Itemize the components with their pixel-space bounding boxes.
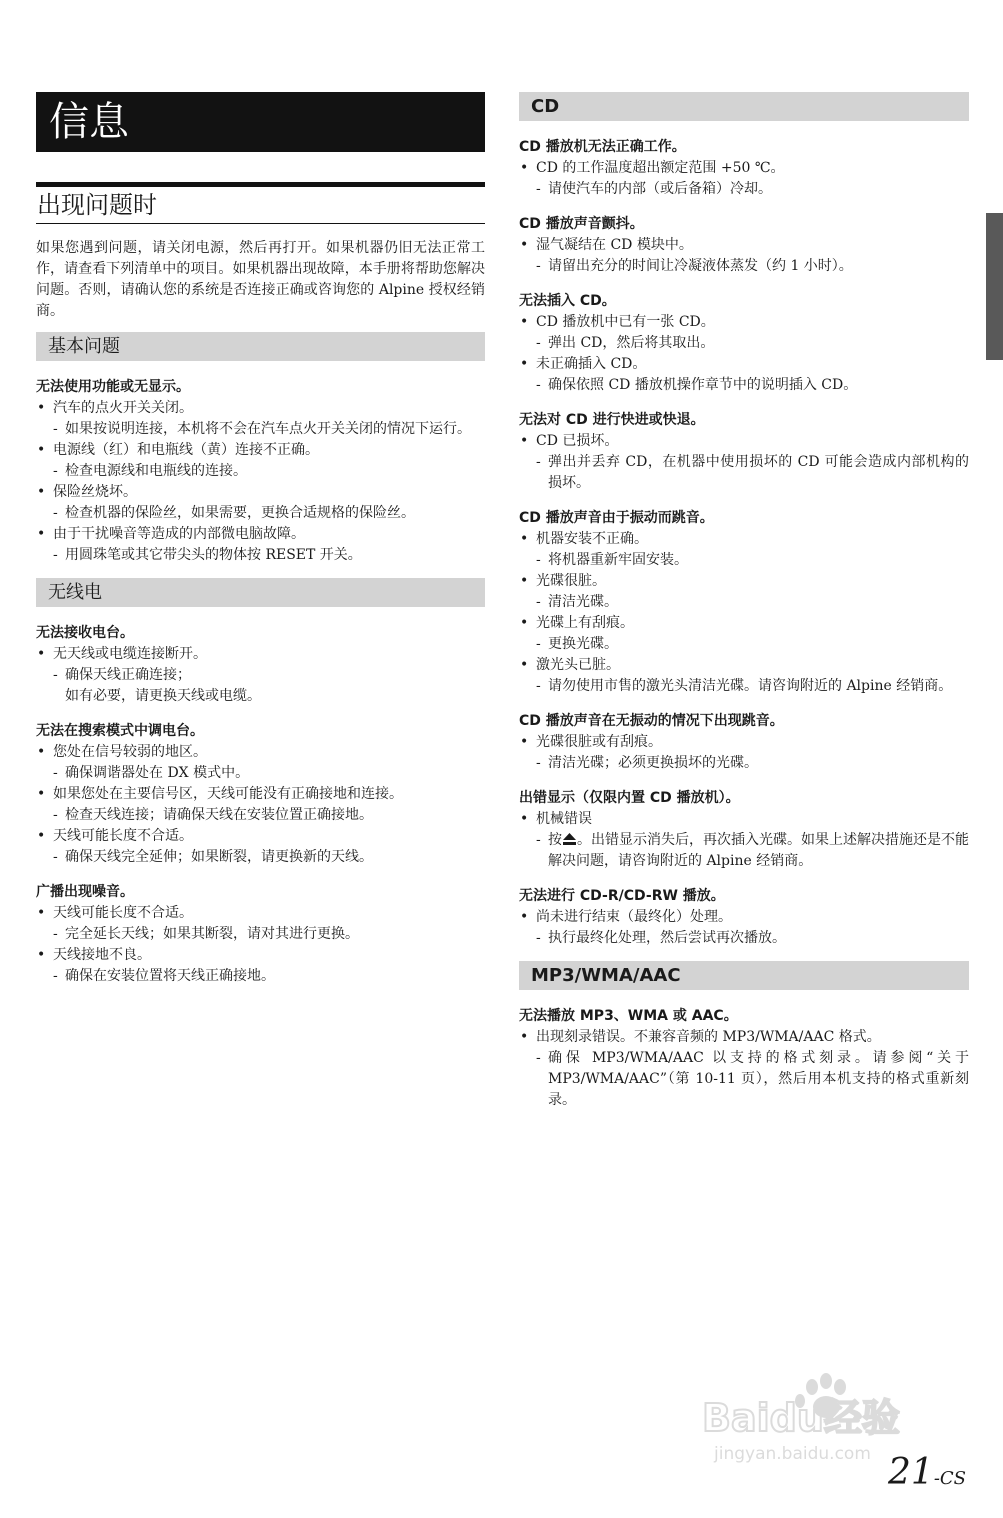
cause-item: • 光碟很脏或有刮痕。 - 清洁光碟；必须更换损坏的光碟。	[519, 732, 969, 774]
right-column	[519, 92, 969, 1111]
cause-item: • 机器安装不正确。 - 将机器重新牢固安装。	[519, 529, 969, 571]
cause-item: • 汽车的点火开关关闭。 - 如果按说明连接，本机将不会在汽车点火开关关闭的情况下运行。	[36, 398, 485, 440]
issue-title: 无法接收电台。	[36, 625, 134, 641]
fix-item: - 弹出 CD，然后将其取出。	[536, 333, 969, 354]
issue-block	[519, 214, 969, 277]
issue-title: 无法插入 CD。	[519, 293, 616, 309]
fix-item: - 检查机器的保险丝，如果需要，更换合适规格的保险丝。	[53, 503, 485, 524]
fix-item: - 清洁光碟。	[536, 592, 969, 613]
issue-block	[519, 711, 969, 774]
intro-paragraph: 如果您遇到问题，请关闭电源，然后再打开。如果机器仍旧无法正常工作，请查看下列清单中的项目。如果机器出现故障，本手册将帮助您解决问题。否则，请确认您的系统是否连接正确或咨询您的 Alpine 授权经销商。	[36, 240, 485, 319]
issue-block	[519, 1006, 969, 1111]
issue-title: CD 播放机无法正确工作。	[519, 139, 686, 155]
fix-item: - 检查电源线和电瓶线的连接。	[53, 461, 485, 482]
baidu-paw-icon	[700, 1365, 950, 1465]
cause-item: • 尚未进行结束（最终化）处理。 - 执行最终化处理，然后尝试再次播放。	[519, 907, 969, 949]
issue-title: CD 播放声音由于振动而跳音。	[519, 510, 714, 526]
issue-title: 无法在搜索模式中调电台。	[36, 723, 204, 739]
fix-item: - 确保天线正确连接； 如有必要，请更换天线或电缆。	[53, 665, 485, 707]
cause-item: • 天线接地不良。 - 确保在安装位置将天线正确接地。	[36, 945, 485, 987]
section-heading-radio: 无线电	[36, 578, 485, 607]
issue-block	[519, 137, 969, 200]
fix-item: - 确保天线完全延伸；如果断裂，请更换新的天线。	[53, 847, 485, 868]
cause-item: • 电源线（红）和电瓶线（黄）连接不正确。 - 检查电源线和电瓶线的连接。	[36, 440, 485, 482]
fix-item: - 确保 MP3/WMA/AAC 以支持的格式刻录。请参阅“关于 MP3/WMA/AAC”（第 10-11 页），然后用本机支持的格式重新刻录。	[536, 1048, 969, 1111]
issue-block	[519, 410, 969, 494]
chapter-subtitle: 出现问题时	[36, 182, 485, 224]
section-heading-mp3: MP3/WMA/AAC	[519, 961, 969, 990]
cause-item: • 天线可能长度不合适。 - 确保天线完全延伸；如果断裂，请更换新的天线。	[36, 826, 485, 868]
fix-item: - 将机器重新牢固安装。	[536, 550, 969, 571]
fix-item: - 确保在安装位置将天线正确接地。	[53, 966, 485, 987]
issue-title: 无法使用功能或无显示。	[36, 379, 190, 395]
cause-item: • 湿气凝结在 CD 模块中。 - 请留出充分的时间让冷凝液体蒸发（约 1 小时）。	[519, 235, 969, 277]
cause-item: • 光碟上有刮痕。 - 更换光碟。	[519, 613, 969, 655]
page-title: 信息	[36, 92, 485, 152]
issue-title: 无法对 CD 进行快进或快退。	[519, 412, 705, 428]
fix-item: - 执行最终化处理，然后尝试再次播放。	[536, 928, 969, 949]
cause-item: • 光碟很脏。 - 清洁光碟。	[519, 571, 969, 613]
issue-block	[36, 623, 485, 707]
watermark-brand: Baidu经验	[702, 1396, 900, 1440]
side-thumb-tab	[986, 213, 1003, 360]
cause-item: • 如果您处在主要信号区，天线可能没有正确接地和连接。 - 检查天线连接；请确保天线在安装位置正确接地。	[36, 784, 485, 826]
cause-item: • 机械错误 - 按 。出错显示消失后，再次插入光碟。如果上述解决措施还是不能解决问题，请咨询附近的 Alpine 经销商。	[519, 809, 969, 872]
fix-item: - 确保调谐器处在 DX 模式中。	[53, 763, 485, 784]
issue-title: 无法进行 CD-R/CD-RW 播放。	[519, 888, 725, 904]
page-number: 21-CS	[888, 1452, 966, 1493]
issue-block	[519, 788, 969, 872]
fix-item: - 清洁光碟；必须更换损坏的光碟。	[536, 753, 969, 774]
issue-block	[36, 882, 485, 987]
fix-item: - 请留出充分的时间让冷凝液体蒸发（约 1 小时）。	[536, 256, 969, 277]
issue-block	[36, 721, 485, 868]
issue-block	[519, 291, 969, 396]
cause-item: • CD 的工作温度超出额定范围 +50 ℃。 - 请使汽车的内部（或后备箱）冷却。	[519, 158, 969, 200]
section-heading-basic: 基本问题	[36, 332, 485, 361]
cause-item: • CD 已损坏。 - 弹出并丢弃 CD，在机器中使用损坏的 CD 可能会造成内部机构的损坏。	[519, 431, 969, 494]
issue-title: CD 播放声音在无振动的情况下出现跳音。	[519, 713, 784, 729]
fix-item: - 弹出并丢弃 CD，在机器中使用损坏的 CD 可能会造成内部机构的损坏。	[536, 452, 969, 494]
cause-item: • 激光头已脏。 - 请勿使用市售的激光头清洁光碟。请咨询附近的 Alpine 经销商。	[519, 655, 969, 697]
cause-item: • 您处在信号较弱的地区。 - 确保调谐器处在 DX 模式中。	[36, 742, 485, 784]
cause-item: • 由于干扰噪音等造成的内部微电脑故障。 - 用圆珠笔或其它带尖头的物体按 RESET 开关。	[36, 524, 485, 566]
fix-item: - 如果按说明连接，本机将不会在汽车点火开关关闭的情况下运行。	[53, 419, 485, 440]
fix-item: - 请勿使用市售的激光头清洁光碟。请咨询附近的 Alpine 经销商。	[536, 676, 969, 697]
section-heading-cd: CD	[519, 92, 969, 121]
cause-item: • 未正确插入 CD。 - 确保依照 CD 播放机操作章节中的说明插入 CD。	[519, 354, 969, 396]
issue-block	[36, 377, 485, 566]
watermark-url: jingyan.baidu.com	[714, 1444, 871, 1464]
cause-item: • 保险丝烧坏。 - 检查机器的保险丝，如果需要，更换合适规格的保险丝。	[36, 482, 485, 524]
issue-title: 无法播放 MP3、WMA 或 AAC。	[519, 1008, 738, 1024]
baidu-jingyan-watermark	[700, 1365, 950, 1465]
fix-item: - 按 。出错显示消失后，再次插入光碟。如果上述解决措施还是不能解决问题，请咨询附近的 Alpine 经销商。	[536, 830, 969, 872]
issue-title: 出错显示（仅限内置 CD 播放机）。	[519, 790, 740, 806]
fix-item: - 检查天线连接；请确保天线在安装位置正确接地。	[53, 805, 485, 826]
issue-title: 广播出现噪音。	[36, 884, 134, 900]
cause-item: • CD 播放机中已有一张 CD。 - 弹出 CD，然后将其取出。	[519, 312, 969, 354]
fix-item: - 更换光碟。	[536, 634, 969, 655]
cause-item: • 无天线或电缆连接断开。 - 确保天线正确连接； 如有必要，请更换天线或电缆。	[36, 644, 485, 707]
fix-item: - 确保依照 CD 播放机操作章节中的说明插入 CD。	[536, 375, 969, 396]
fix-item: - 完全延长天线；如果其断裂，请对其进行更换。	[53, 924, 485, 945]
issue-block	[519, 508, 969, 697]
cause-item: • 出现刻录错误。不兼容音频的 MP3/WMA/AAC 格式。 - 确保 MP3/WMA/AAC 以支持的格式刻录。请参阅“关于 MP3/WMA/AAC”（第 10-11 页），然后用本机支持的格式重新刻录。	[519, 1027, 969, 1111]
eject-icon	[563, 833, 576, 845]
fix-item: - 请使汽车的内部（或后备箱）冷却。	[536, 179, 969, 200]
left-column	[36, 92, 485, 987]
issue-block	[519, 886, 969, 949]
fix-item: - 用圆珠笔或其它带尖头的物体按 RESET 开关。	[53, 545, 485, 566]
issue-title: CD 播放声音颤抖。	[519, 216, 644, 232]
cause-item: • 天线可能长度不合适。 - 完全延长天线；如果其断裂，请对其进行更换。	[36, 903, 485, 945]
